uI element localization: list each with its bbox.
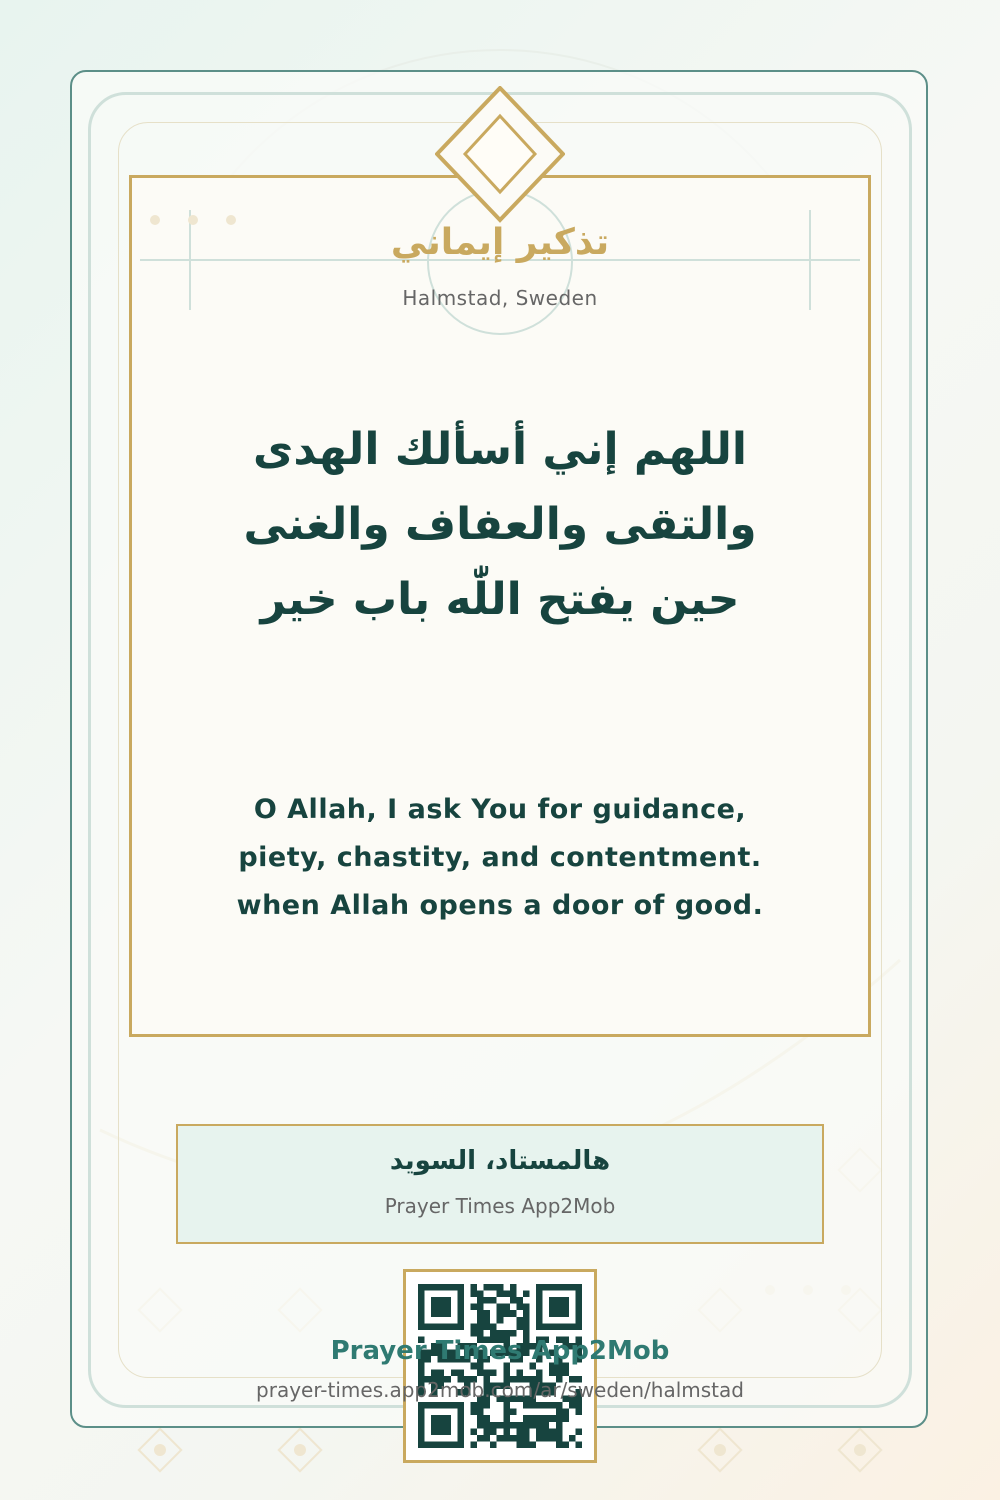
- dua-english-line: O Allah, I ask You for guidance,: [253, 794, 747, 825]
- city-card: [176, 1124, 824, 1244]
- footer-app-name: Prayer Times App2Mob: [330, 1336, 670, 1366]
- dua-arabic-line: اللهم إني أسألك الهدى: [253, 424, 747, 475]
- city-card-app-name: Prayer Times App2Mob: [384, 1194, 616, 1218]
- dua-arabic-line: والتقى والعفاف والغنى: [243, 499, 757, 550]
- city-name-arabic: هالمستاد، السويد: [389, 1146, 611, 1176]
- dua-english-line: piety, chastity, and contentment.: [238, 842, 762, 873]
- location-subtitle: Halmstad, Sweden: [402, 286, 598, 310]
- dua-english-line: when Allah opens a door of good.: [236, 890, 764, 921]
- diamond-ornament-icon: [435, 86, 565, 226]
- page-title: تذكير إيماني: [390, 222, 610, 263]
- qr-code-icon[interactable]: [418, 1284, 582, 1448]
- dua-arabic-line: حين يفتح اللّٰه باب خير: [260, 574, 740, 625]
- dua-arabic: [180, 412, 820, 637]
- footer-url[interactable]: prayer-times.app2mob.com/ar/sweden/halmstad: [256, 1378, 744, 1402]
- dua-english: [180, 786, 820, 930]
